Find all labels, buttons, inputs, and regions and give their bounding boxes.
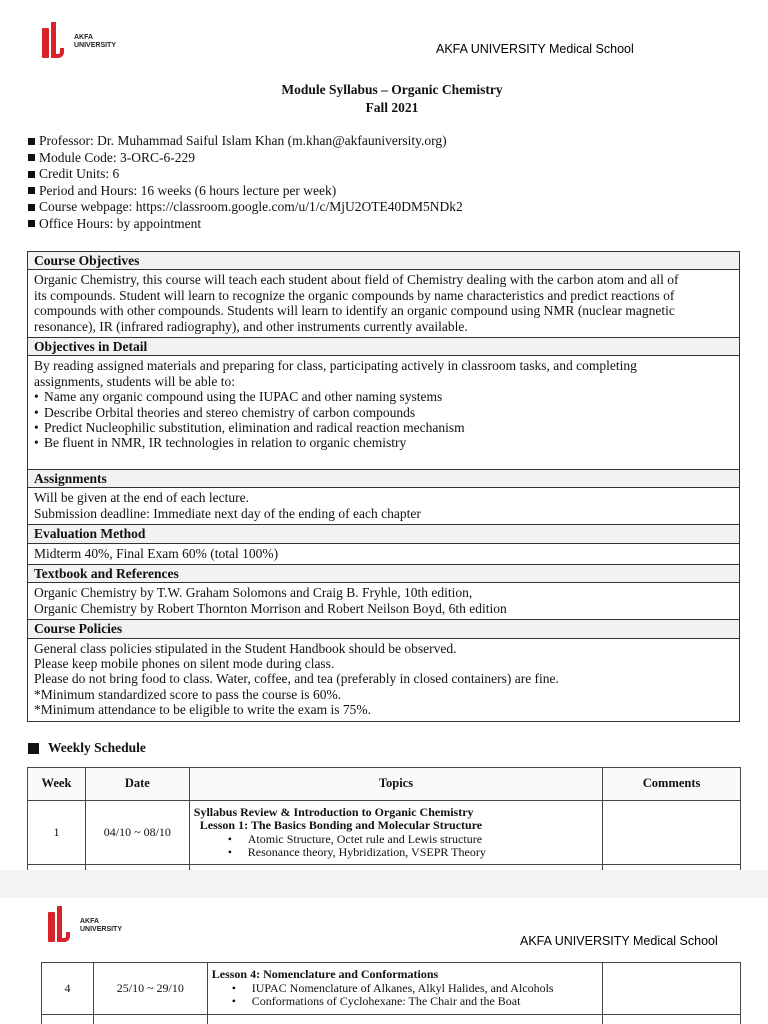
bullet-icon: • [231, 994, 236, 1009]
section-heading-assignments: Assignments [28, 470, 739, 488]
syllabus-sections-box [27, 251, 740, 722]
page-subtitle: Fall 2021 [365, 100, 419, 115]
cell-date: 25/10 ~ 29/10 [93, 963, 207, 1015]
section-heading-objectives: Course Objectives [28, 252, 739, 270]
section-body-evaluation: Midterm 40%, Final Exam 60% (total 100%) [28, 544, 739, 565]
akfa-logo [48, 906, 122, 946]
logo-text-line2: UNIVERSITY [74, 42, 117, 49]
cell-topics: Syllabus Review & Introduction to Organic Chemistry Lesson 1: The Basics Bonding and Molecular Structure • Atomic Structure, Octet rule and Lewis structure • Resonance theory, Hybridization, VSEPR Theory [189, 801, 602, 865]
square-bullet-icon [28, 204, 35, 211]
info-period-hours: Period and Hours: 16 weeks (6 hours lecture per week) [28, 183, 463, 200]
table-header-row [28, 768, 741, 801]
list-item: • Name any organic compound using the IUPAC and other naming systems [34, 389, 443, 405]
bullet-icon: • [34, 404, 39, 420]
table-row [28, 801, 741, 865]
section-body-objectives: Organic Chemistry, this course will teach each student about field of Chemistry dealing with the carbon atom and all of its compounds. Student will learn to recognize the organic compounds by name characteristics and predict reactions of compounds with other compounds. Students will learn to identify an organic compound using NMR (nuclear magnetic resonance), IR (infrared radiography), and other instruments currently available. [28, 270, 739, 338]
school-name: AKFA UNIVERSITY Medical School [436, 42, 634, 56]
course-info-list [28, 133, 463, 232]
col-comments: Comments [603, 768, 741, 801]
info-module-code: Module Code: 3-ORC-6-229 [28, 150, 463, 167]
square-bullet-icon [28, 138, 35, 145]
cell-week: 4 [42, 963, 94, 1015]
page-gap [0, 870, 768, 898]
logo-text-line1: AKFA [80, 918, 100, 925]
square-bullet-icon [28, 154, 35, 161]
list-item: • Predict Nucleophilic substitution, elimination and radical reaction mechanism [34, 420, 465, 436]
section-heading-detail: Objectives in Detail [28, 338, 739, 356]
bullet-icon: • [231, 980, 236, 995]
section-heading-textbook: Textbook and References [28, 565, 739, 583]
list-item: • Be fluent in NMR, IR technologies in relation to organic chemistry [34, 435, 407, 451]
square-bullet-icon [28, 220, 35, 227]
logo-text-line2: UNIVERSITY [80, 926, 123, 933]
info-credit-units: Credit Units: 6 [28, 166, 463, 183]
cell-topics: Lesson 4: Nomenclature and Conformations • IUPAC Nomenclature of Alkanes, Alkyl Halides, and Alcohols • Conformations of Cyclohexane: The Chair and the Boat [207, 963, 602, 1015]
square-bullet-icon [28, 171, 35, 178]
col-date: Date [85, 768, 189, 801]
col-topics: Topics [189, 768, 602, 801]
page-title: Module Syllabus – Organic Chemistry [281, 82, 503, 97]
list-item: • Atomic Structure, Octet rule and Lewis structure [227, 831, 483, 846]
info-professor: Professor: Dr. Muhammad Saiful Islam Khan (m.khan@akfauniversity.org) [28, 133, 463, 150]
section-heading-policies: Course Policies [28, 620, 739, 638]
bullet-icon: • [34, 420, 39, 436]
cell-week: 1 [28, 801, 86, 865]
square-bullet-icon [28, 743, 39, 754]
col-week: Week [28, 768, 86, 801]
bullet-icon: • [227, 831, 232, 846]
list-item: • IUPAC Nomenclature of Alkanes, Alkyl Halides, and Alcohols [231, 980, 554, 995]
school-name: AKFA UNIVERSITY Medical School [520, 934, 718, 948]
square-bullet-icon [28, 187, 35, 194]
logo-text-line1: AKFA [74, 34, 94, 41]
weekly-schedule-heading: Weekly Schedule [28, 740, 146, 756]
cell-comments [603, 801, 741, 865]
list-item: • Resonance theory, Hybridization, VSEPR Theory [227, 845, 486, 859]
section-body-textbook: Organic Chemistry by T.W. Graham Solomons and Craig B. Fryhle, 10th edition, Organic Chemistry by Robert Thornton Morrison and Robert Neilson Boyd, 6th edition [28, 583, 739, 620]
list-item: • Conformations of Cyclohexane: The Chair and the Boat [231, 994, 521, 1009]
akfa-logo-mark-icon [42, 22, 64, 62]
info-course-webpage: Course webpage: https://classroom.google.com/u/1/c/MjU2OTE40DM5NDk2 [28, 199, 463, 216]
section-body-policies: General class policies stipulated in the Student Handbook should be observed. Please keep mobile phones on silent mode during class. Please do not bring food to class. Water, coffee, and tea (preferably in closed containers) are fine. *Minimum standardized score to pass the course is 60%. *Minimum attendance to be eligible to write the exam is 75%. [34, 640, 559, 718]
info-office-hours: Office Hours: by appointment [28, 216, 463, 233]
bullet-icon: • [34, 389, 39, 405]
list-item: • Describe Orbital theories and stereo chemistry of carbon compounds [34, 404, 416, 420]
cell-comments [603, 963, 741, 1015]
syllabus-page-2 [0, 898, 768, 1024]
bullet-icon: • [34, 435, 39, 451]
schedule-table [27, 767, 741, 870]
cell-date: 04/10 ~ 08/10 [85, 801, 189, 865]
schedule-table-continued [41, 962, 741, 1024]
table-row-partial [42, 1015, 741, 1024]
section-body-assignments: Will be given at the end of each lecture. Submission deadline: Immediate next day of the ending of each chapter [28, 488, 739, 525]
section-body-detail: By reading assigned materials and preparing for class, participating actively in classroom tasks, and completing assignments, students will be able to: • Name any organic compound using the IUPAC and other naming systems • Describe Orbital theories and stereo chemistry of carbon compounds • Predict Nucleophilic substitution, elimination and radical reaction mechanism • Be fluent in NMR, IR technologies in relation to organic chemistry [28, 356, 739, 469]
akfa-logo [42, 22, 116, 62]
akfa-logo-mark-icon [48, 906, 70, 946]
section-heading-evaluation: Evaluation Method [28, 525, 739, 543]
table-row [42, 963, 741, 1015]
bullet-icon: • [227, 845, 232, 859]
